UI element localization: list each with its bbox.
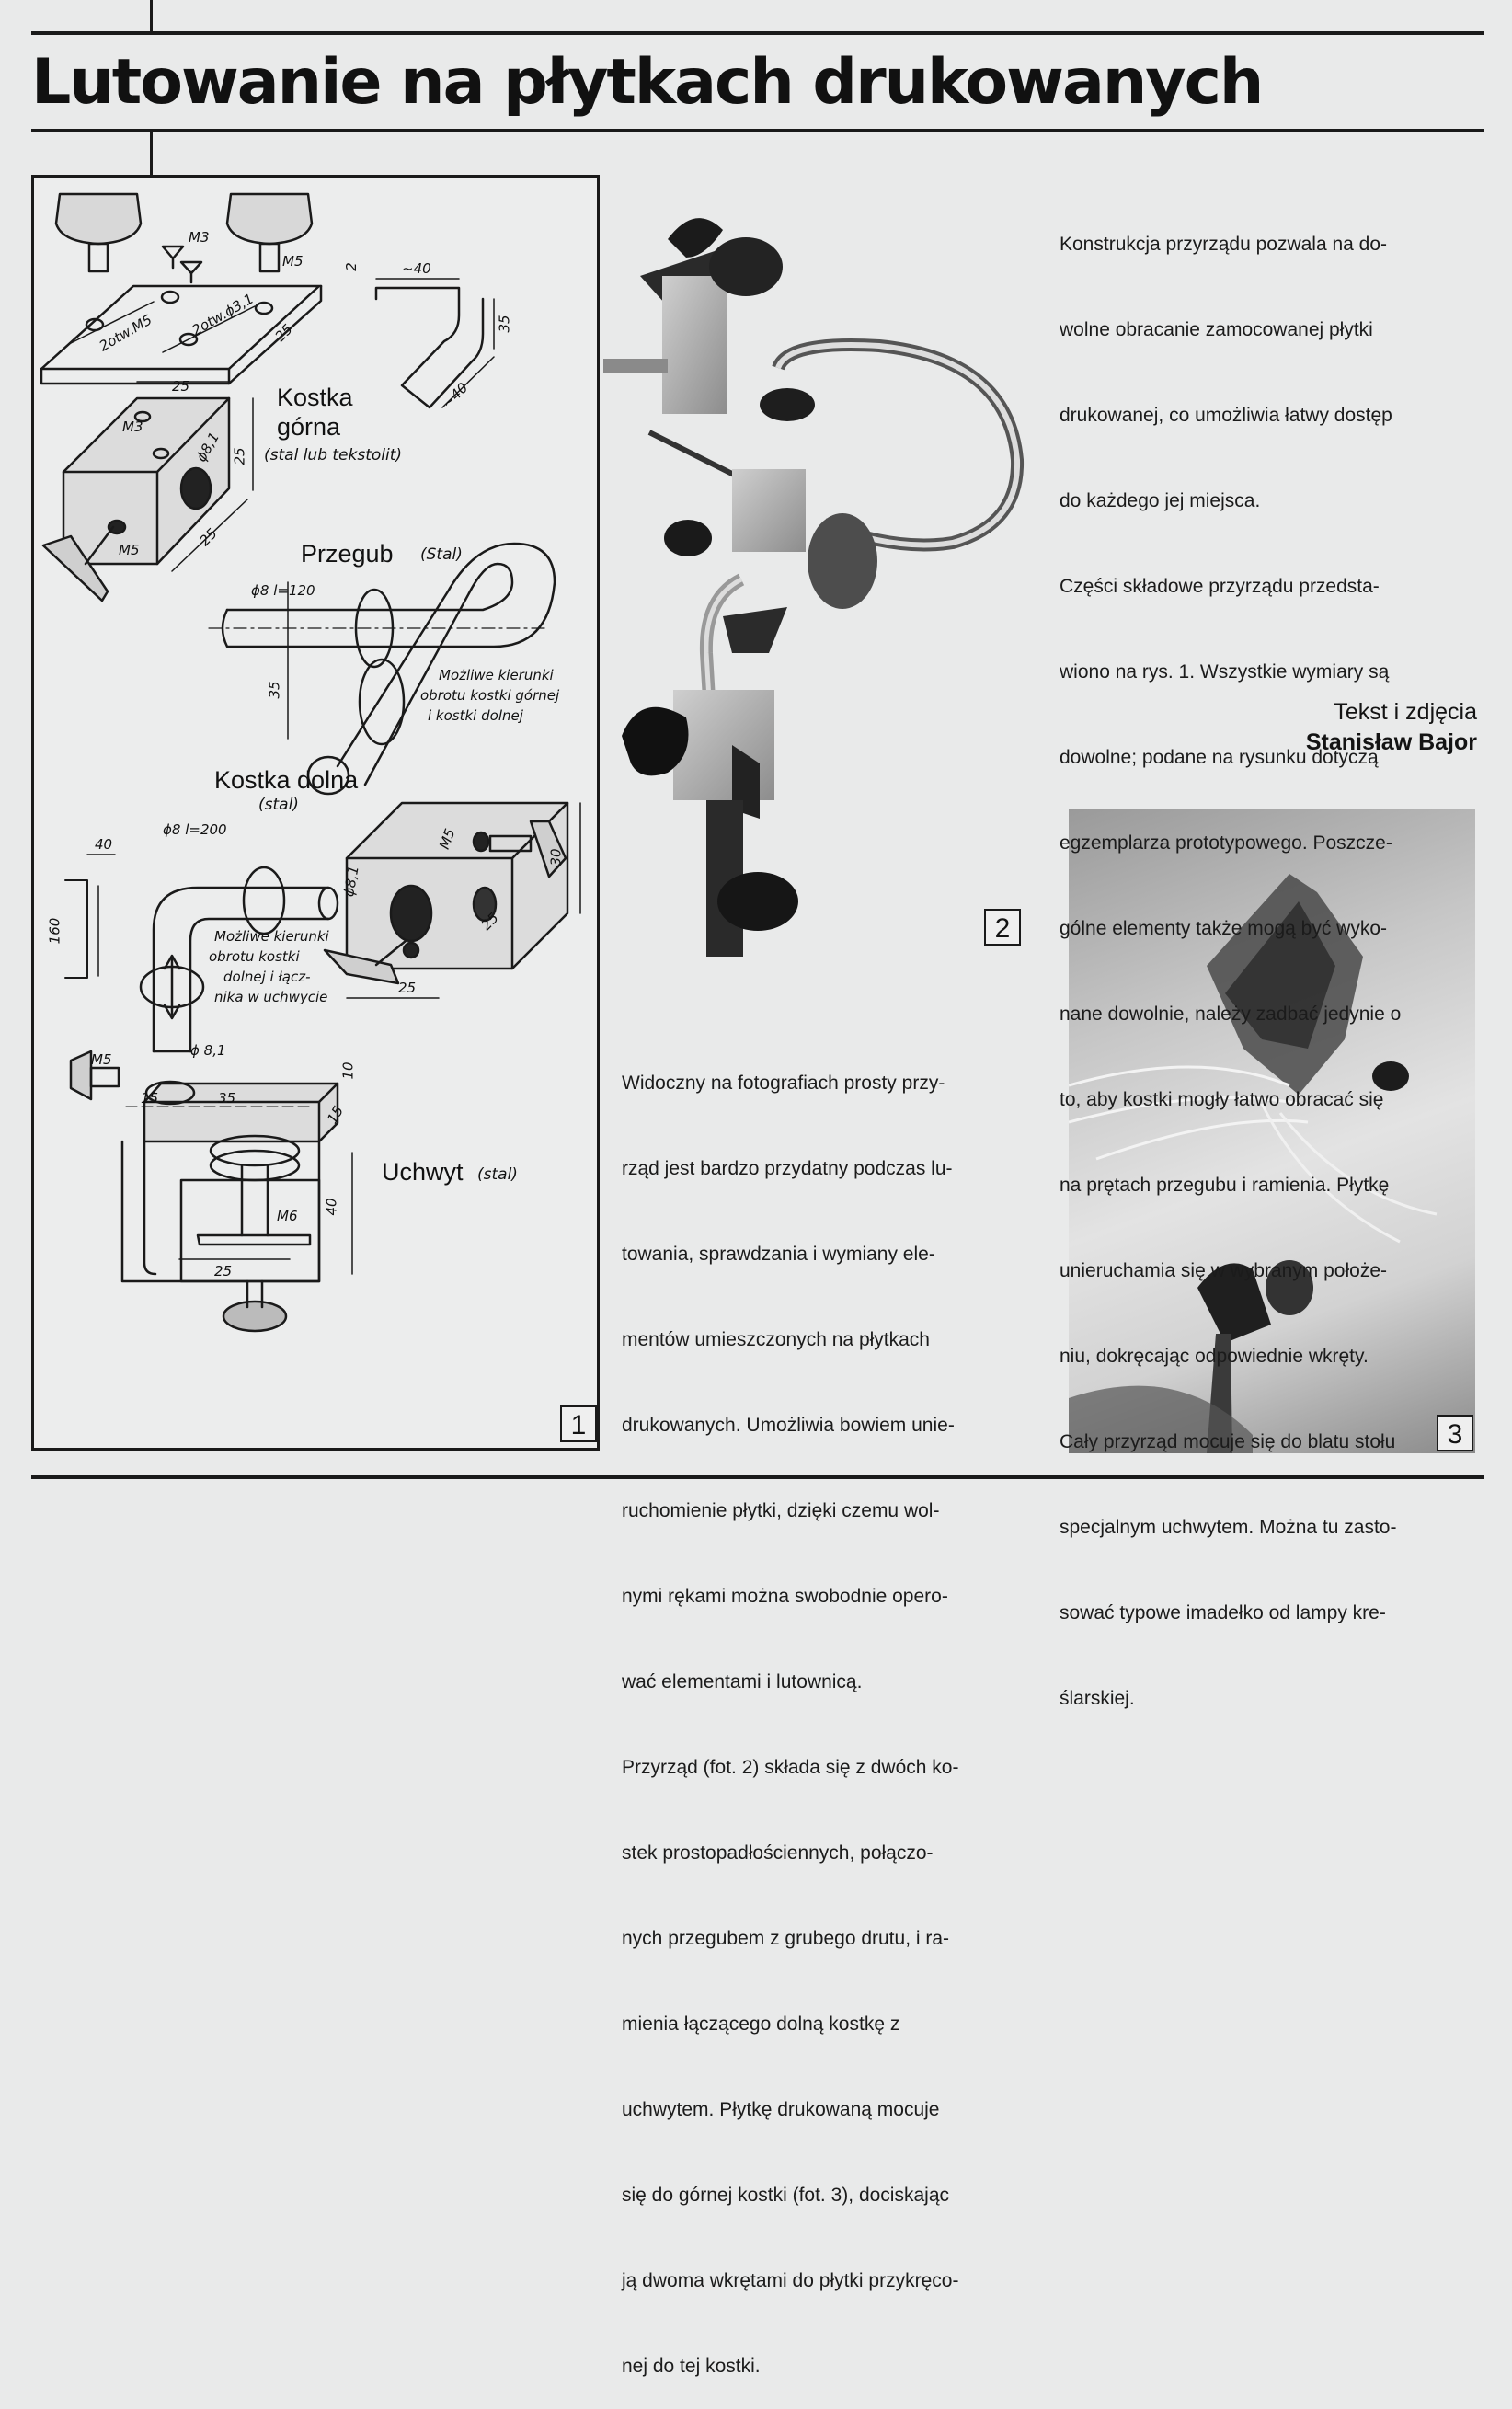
text-line: wać elementami i lutownicą. xyxy=(622,1671,863,1692)
dim-rod1: ϕ8 l=120 xyxy=(251,582,315,599)
dim-160: 160 xyxy=(46,917,63,945)
arm-side-view-icon xyxy=(65,855,115,978)
label-przegub-material: (Stal) xyxy=(420,545,463,564)
figure-1-number: 1 xyxy=(560,1405,597,1442)
dim-25-plate: 25 xyxy=(271,320,296,346)
label-uchwyt-material: (stal) xyxy=(477,1165,518,1184)
clamp-icon xyxy=(122,1082,352,1331)
dim-40-b: ~40 xyxy=(439,379,472,412)
figure-3-number: 3 xyxy=(1437,1415,1473,1451)
text-line: gólne elementy także mogą być wyko- xyxy=(1060,918,1388,939)
dim-40-c: 40 xyxy=(95,836,113,853)
upper-cube-icon xyxy=(63,382,253,571)
dim-25-d: 25 xyxy=(398,980,417,996)
screw-m3-icon xyxy=(163,247,201,282)
text-line: nej do tej kostki. xyxy=(622,2356,761,2377)
dim-40-d: 40 xyxy=(323,1198,340,1216)
credit-author xyxy=(1306,728,1477,758)
dim-hole-m5: 2otw.M5 xyxy=(96,311,155,355)
note-lower-rotation-1: Możliwe kierunki xyxy=(214,928,329,945)
text-line: nymi rękami można swobodnie opero- xyxy=(622,1586,948,1607)
dim-25-e: 25 xyxy=(214,1263,233,1279)
text-line: mentów umieszczonych na płytkach xyxy=(622,1329,930,1350)
text-line: egzemplarza prototypowego. Poszcze- xyxy=(1060,832,1392,854)
text-line: do każdego jej miejsca. xyxy=(1060,490,1261,511)
text-line: niu, dokręcając odpowiednie wkręty. xyxy=(1060,1346,1369,1367)
text-line: Cały przyrząd mocuje się do blatu stołu xyxy=(1060,1431,1396,1452)
note-lower-rotation-2: obrotu kostki xyxy=(209,948,300,965)
dim-phi81-b: ϕ8,1 xyxy=(340,864,362,899)
top-rule xyxy=(31,31,1484,35)
text-line: nych przegubem z grubego drutu, i ra- xyxy=(622,1928,950,1949)
text-line: specjalnym uchwytem. Można tu zasto- xyxy=(1060,1517,1397,1538)
text-line: nane dowolnie, należy zadbać jedynie o xyxy=(1060,1004,1402,1025)
dim-phi81-c: ϕ 8,1 xyxy=(190,1042,226,1059)
author-name: Stanisław Bajor xyxy=(1305,729,1477,755)
column-mark-top xyxy=(150,0,153,33)
dim-40-a: ~40 xyxy=(402,260,431,277)
dim-15-a: 15 xyxy=(141,1090,159,1107)
text-line: ślarskiej. xyxy=(1060,1688,1135,1709)
angle-bracket-icon xyxy=(376,279,494,407)
text-line: stek prostopadłościennych, połączo- xyxy=(622,1842,934,1864)
note-lower-rotation-4: nika w uchwycie xyxy=(214,989,328,1005)
right-column-text xyxy=(1060,173,1401,1741)
text-line: uchwytem. Płytkę drukowaną mocuje xyxy=(622,2099,940,2120)
text-line: rząd jest bardzo przydatny podczas lu- xyxy=(622,1158,953,1179)
text-line: wolne obracanie zamocowanej płytki xyxy=(1060,319,1373,340)
dim-35-b: 35 xyxy=(266,681,283,699)
dim-phi81-a: ϕ8,1 xyxy=(192,429,223,465)
text-line: dowolne; podane na rysunku dotyczą xyxy=(1060,747,1379,768)
dim-m3-a: M3 xyxy=(189,229,210,246)
figure-2-number: 2 xyxy=(984,909,1021,946)
text-line: Części składowe przyrządu przedsta- xyxy=(1060,576,1380,597)
article-title: Lutowanie na płytkach drukowanych xyxy=(31,46,1263,119)
text-line: towania, sprawdzania i wymiany ele- xyxy=(622,1244,935,1265)
dim-35-c: 35 xyxy=(218,1090,236,1107)
note-upper-rotation-3: i kostki dolnej xyxy=(428,707,523,724)
dim-10: 10 xyxy=(339,1061,357,1080)
dim-35-a: 35 xyxy=(496,315,513,333)
text-line: na prętach przegubu i ramienia. Płytkę xyxy=(1060,1175,1390,1196)
dim-m5-a: M5 xyxy=(282,253,304,270)
text-line: drukowanej, co umożliwia łatwy dostęp xyxy=(1060,405,1392,426)
text-line: to, aby kostki mogły łatwo obracać się xyxy=(1060,1089,1384,1110)
dim-hole-31: 2otw.ϕ3,1 xyxy=(189,290,257,339)
dim-25-c: 25 xyxy=(477,909,502,935)
label-przegub: Przegub xyxy=(301,540,394,568)
label-kostka-gorna-material: (stal lub tekstolit) xyxy=(264,446,403,465)
dim-rod2: ϕ8 l=200 xyxy=(163,821,227,838)
knob-left-icon xyxy=(56,194,141,271)
credit xyxy=(1306,697,1477,758)
label-kostka-gorna: Kostka xyxy=(277,384,353,411)
note-upper-rotation-2: obrotu kostki górnej xyxy=(420,687,560,704)
text-line: Widoczny na fotografiach prosty przy- xyxy=(622,1073,945,1094)
credit-label: Tekst i zdjęcia xyxy=(1334,699,1477,725)
text-line: Konstrukcja przyrządu pozwala na do- xyxy=(1060,234,1388,255)
dim-m5-d: M5 xyxy=(91,1051,112,1068)
dim-30: 30 xyxy=(547,848,565,866)
dim-m5-c: M5 xyxy=(435,826,459,852)
text-line: unieruchamia się w wybranym położe- xyxy=(1060,1260,1387,1281)
dim-m6: M6 xyxy=(277,1208,298,1224)
label-kostka-gorna-2: górna xyxy=(277,413,341,441)
dim-m5-b: M5 xyxy=(119,542,140,558)
text-line: mienia łączącego dolną kostkę z xyxy=(622,2013,900,2035)
drawing-linework xyxy=(34,178,602,1453)
tool-photo-illustration xyxy=(603,175,1026,957)
text-line: ruchomienie płytki, dzięki czemu wol- xyxy=(622,1500,940,1521)
dim-m3-b: M3 xyxy=(122,419,143,435)
text-line: sować typowe imadełko od lampy kre- xyxy=(1060,1602,1386,1623)
text-line: się do górnej kostki (fot. 3), dociskając xyxy=(622,2185,949,2206)
note-upper-rotation-1: Możliwe kierunki xyxy=(439,667,554,683)
label-kostka-dolna-material: (stal) xyxy=(258,796,299,814)
title-rule xyxy=(31,129,1484,132)
middle-column-text xyxy=(622,1012,958,2409)
label-uchwyt: Uchwyt xyxy=(382,1158,464,1186)
figure-1-technical-drawing xyxy=(31,175,600,1451)
dim-25-side: 25 xyxy=(231,447,248,465)
text-line: Przyrząd (fot. 2) składa się z dwóch ko- xyxy=(622,1757,959,1778)
text-line: wiono na rys. 1. Wszystkie wymiary są xyxy=(1060,661,1390,683)
dim-25-top: 25 xyxy=(172,378,190,395)
text-line: ją dwoma wkrętami do płytki przykręco- xyxy=(622,2270,959,2291)
dim-25-depth: 25 xyxy=(196,524,221,550)
note-lower-rotation-3: dolnej i łącz- xyxy=(223,969,311,985)
label-kostka-dolna: Kostka dolna xyxy=(214,766,359,794)
text-line: drukowanych. Umożliwia bowiem unie- xyxy=(622,1415,955,1436)
column-mark-under-title xyxy=(150,132,153,177)
dim-15-b: 15 xyxy=(323,1103,348,1127)
figure-2-photo xyxy=(603,175,1026,957)
dim-2: 2 xyxy=(342,262,360,271)
